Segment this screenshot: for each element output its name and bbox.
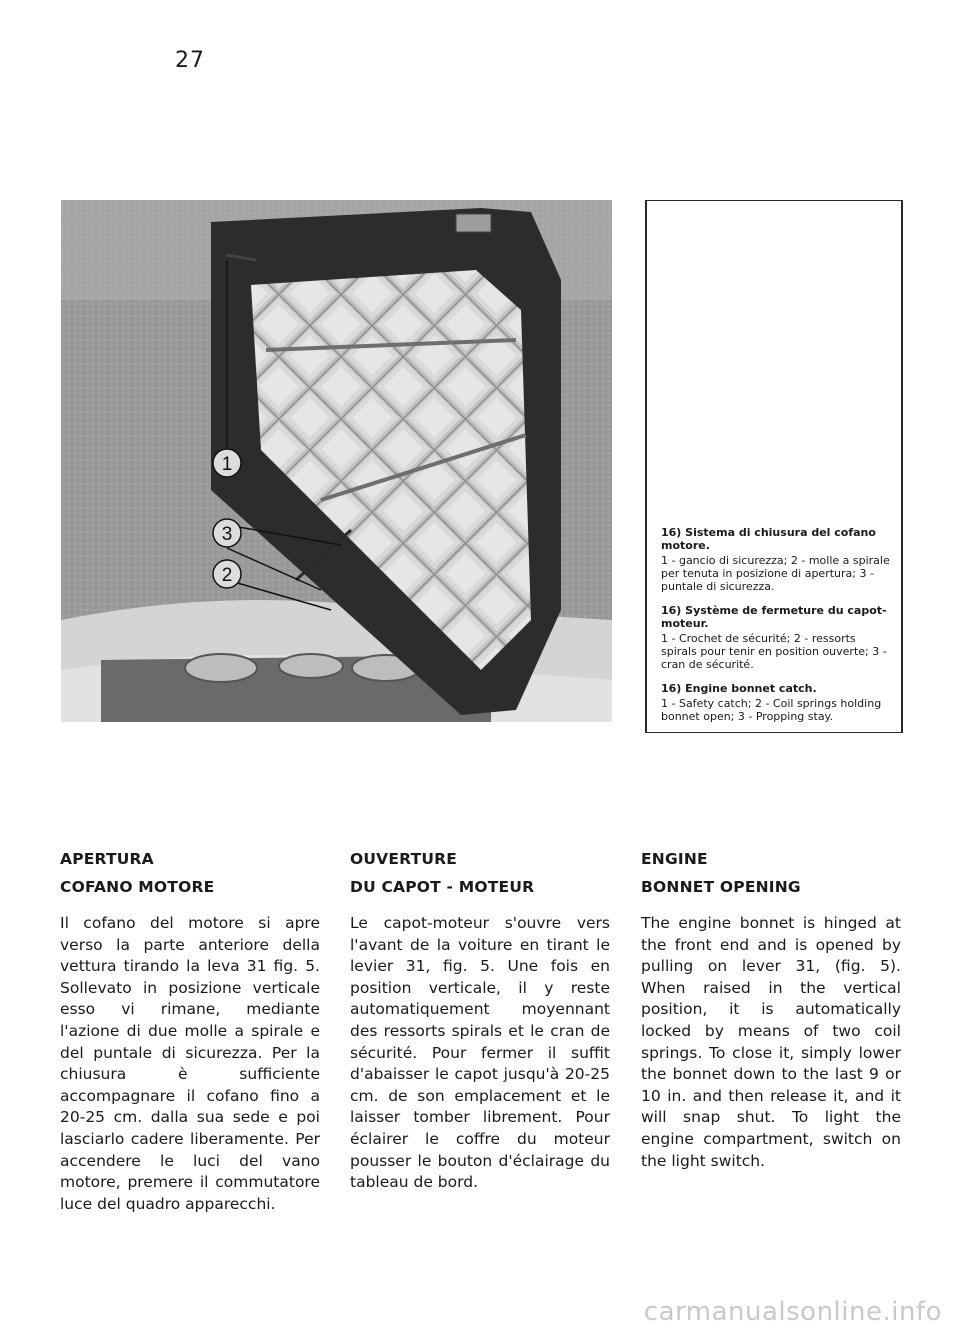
french-heading — [350, 845, 610, 901]
caption-title-it: 16) Sistema di chiusura del cofano motore. — [661, 526, 876, 552]
italian-body: Il cofano del motore si apre verso la parte anteriore della vettura tirando la leva 31 fig. 5. Sollevato in posizione verticale esso vi rimane, mediante l'azione di due molle a spirale e del puntale di sicurezza. Per la chiusura è sufficiente accompagnare il cofano fino a 20-25 cm. dalla sua sede e poi lasciarlo cadere liberamente. Per accendere le luci del vano motore, premere il commutatore luce del quadro apparecchi. — [60, 914, 320, 1213]
english-heading — [641, 845, 901, 901]
italian-column — [60, 845, 320, 1215]
callout-1-label: 1 — [221, 454, 233, 475]
callout-3-label: 3 — [221, 524, 233, 545]
page-number: 27 — [175, 48, 205, 73]
french-body: Le capot-moteur s'ouvre vers l'avant de la voiture en tirant le levier 31, fig. 5. Une fois en position verticale, il y reste automatiquement moyennant des ressorts spirals et le cran de sécurité. Pour fermer il suffit d'abaisser le capot jusqu'à 20-25 cm. de son emplacement et le laisser tomber librement. Pour éclairer le coffre du moteur pousser le bouton d'éclairage du tableau de bord. — [350, 914, 610, 1192]
english-body: The engine bonnet is hinged at the front end and is opened by pulling on lever 31, (fig. 5). When raised in the vertical position, it is automatically locked by means of two coil springs. To close it, simply lower the bonnet down to the last 9 or 10 in. and then release it, and it will snap shut. To light the engine compartment, switch on the light switch. — [641, 914, 901, 1170]
caption-text — [661, 526, 891, 723]
english-column — [641, 845, 901, 1172]
figure-caption-box — [645, 200, 903, 733]
caption-body-en: 1 - Safety catch; 2 - Coil springs holding bonnet open; 3 - Propping stay. — [661, 697, 882, 723]
italian-heading-line1: APERTURA — [60, 850, 154, 868]
french-heading-line1: OUVERTURE — [350, 850, 458, 868]
caption-title-fr: 16) Système de fermeture du capot-moteur. — [661, 604, 887, 630]
engine-bonnet-photo — [61, 200, 612, 722]
caption-body-fr: 1 - Crochet de sécurité; 2 - ressorts spirals pour tenir en position ouverte; 3 - cran de sécurité. — [661, 632, 887, 671]
french-heading-line2: DU CAPOT - MOTEUR — [350, 878, 535, 896]
french-column — [350, 845, 610, 1194]
watermark[interactable]: carmanualsonline.info — [643, 1297, 942, 1327]
caption-title-en: 16) Engine bonnet catch. — [661, 682, 817, 695]
english-heading-line1: ENGINE — [641, 850, 708, 868]
callout-2-label: 2 — [221, 565, 233, 586]
caption-body-it: 1 - gancio di sicurezza; 2 - molle a spirale per tenuta in posizione di apertura; 3 - puntale di sicurezza. — [661, 554, 890, 593]
english-heading-line2: BONNET OPENING — [641, 878, 801, 896]
italian-heading-line2: COFANO MOTORE — [60, 878, 215, 896]
italian-heading — [60, 845, 320, 901]
